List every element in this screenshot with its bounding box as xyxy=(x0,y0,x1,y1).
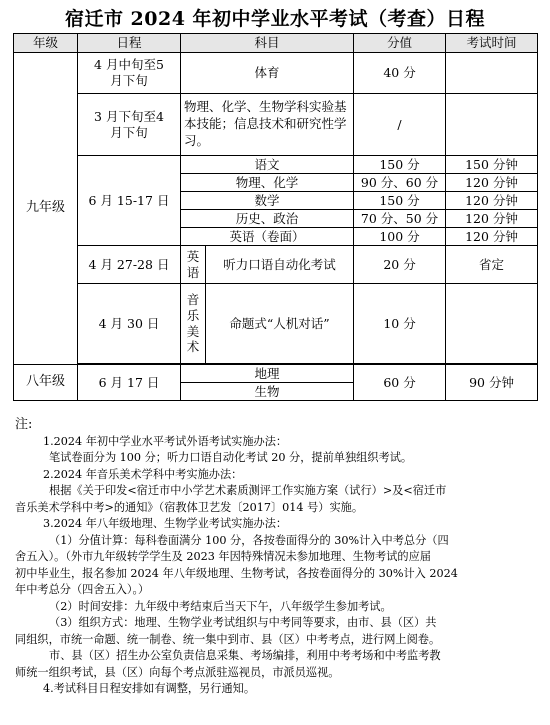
notes-label: 注: xyxy=(15,417,33,432)
note-line: 年中考总分（四舍五入）。） xyxy=(15,583,150,596)
grade-9-cell: 九年级 xyxy=(14,53,78,365)
note-line: （2）时间安排：九年级中考结束后当天下午，八年级学生参加考试。 xyxy=(49,599,392,613)
header-subject: 科目 xyxy=(181,34,354,53)
note-line: 同组织，市统一命题、统一制卷、统一集中到市、县（区）中考考点，进行网上阅卷。 xyxy=(15,632,441,646)
subject-cell: 历史、政治 xyxy=(181,210,354,228)
subject-cell: 物理、化学、生物学科实验基本技能；信息技术和研究性学习。 xyxy=(181,94,354,156)
note-line: 舍五入）。（外市九年级转学学生及 2023 年因特殊情况未参加地理、生物考试的应届 xyxy=(15,550,431,563)
time-cell xyxy=(446,53,538,94)
score-cell: 150 分 xyxy=(354,192,446,210)
note-line: 笔试卷面分为 100 分；听力口语自动化考试 20 分，提前单独组织考试。 xyxy=(49,451,413,464)
time-cell: 120 分钟 xyxy=(446,210,538,228)
time-cell xyxy=(446,94,538,156)
page-title: 宿迁市 2024 年初中学业水平考试（考查）日程 xyxy=(64,8,486,30)
score-cell: / xyxy=(354,94,446,156)
table-row xyxy=(14,156,538,174)
time-cell: 省定 xyxy=(446,246,538,284)
header-date: 日程 xyxy=(78,34,181,53)
date-cell: 3 月下旬至4 月下旬 xyxy=(78,94,181,156)
note-line: 市、县（区）招生办公室负责信息采集、考场编排，利用中考考场和中考监考教 xyxy=(49,649,441,662)
header-time: 考试时间 xyxy=(446,34,538,53)
header-grade: 年级 xyxy=(14,34,78,53)
table-row xyxy=(14,246,538,284)
table-row xyxy=(14,94,538,156)
note-line: 4.考试科目日程安排如有调整，另行通知。 xyxy=(43,682,256,695)
subject-cell: 体育 xyxy=(181,53,354,94)
note-line: 2.2024 年音乐美术学科中考实施办法： xyxy=(43,467,243,481)
table-header-row xyxy=(14,34,538,53)
category-cell: 英语 xyxy=(181,246,206,284)
subject-cell: 数学 xyxy=(181,192,354,210)
date-cell: 6 月 17 日 xyxy=(78,365,181,401)
notes-section xyxy=(15,417,535,698)
table-row xyxy=(14,284,538,364)
score-cell: 90 分、60 分 xyxy=(354,174,446,192)
note-line: 初中毕业生，报名参加 2024 年八年级地理、生物考试，各按卷面得分的 30%计入 2024 xyxy=(15,566,458,580)
note-line: 根据《关于印发<宿迁市中小学艺术素质测评工作实施方案（试行）>及<宿迁市 xyxy=(49,484,447,497)
date-cell: 6 月 15-17 日 xyxy=(78,156,181,246)
grade-8-cell: 八年级 xyxy=(14,365,78,401)
time-cell: 120 分钟 xyxy=(446,174,538,192)
time-cell: 120 分钟 xyxy=(446,228,538,246)
note-line: 师统一组织考试，县（区）向每个考点派驻巡视员，市派员巡视。 xyxy=(15,665,340,679)
subject-cell: 听力口语自动化考试 xyxy=(206,246,354,284)
score-cell: 10 分 xyxy=(354,284,446,364)
subject-cell: 语文 xyxy=(181,156,354,174)
date-cell: 4 月 30 日 xyxy=(78,284,181,364)
score-cell: 20 分 xyxy=(354,246,446,284)
time-cell: 90 分钟 xyxy=(446,365,538,401)
category-cell: 音乐美术 xyxy=(181,284,206,364)
table-row xyxy=(14,53,538,94)
subject-cell: 生物 xyxy=(181,383,354,401)
date-cell: 4 月中旬至5 月下旬 xyxy=(78,53,181,94)
time-cell: 120 分钟 xyxy=(446,192,538,210)
subject-cell: 地理 xyxy=(181,365,354,383)
score-cell: 70 分、50 分 xyxy=(354,210,446,228)
subject-cell: 英语（卷面） xyxy=(181,228,354,246)
note-line: 音乐美术学科中考>的通知》（宿教体卫艺发〔2017〕014 号）实施。 xyxy=(15,500,364,514)
schedule-table xyxy=(13,33,538,401)
note-line: 1.2024 年初中学业水平考试外语考试实施办法： xyxy=(43,434,288,448)
score-cell: 40 分 xyxy=(354,53,446,94)
date-cell: 4 月 27-28 日 xyxy=(78,246,181,284)
note-line: 3.2024 年八年级地理、生物学业考试实施办法： xyxy=(43,517,288,530)
note-line: （3）组织方式：地理、生物学业考试组织与中考同等要求，由市、县（区）共 xyxy=(49,616,437,629)
note-line: （1）分值计算：每科卷面满分 100 分，各按卷面得分的 30%计入中考总分（四 xyxy=(49,533,449,547)
time-cell xyxy=(446,284,538,364)
notes-list xyxy=(15,434,535,698)
table-row xyxy=(14,365,538,383)
score-cell: 150 分 xyxy=(354,156,446,174)
subject-cell: 物理、化学 xyxy=(181,174,354,192)
subject-cell: 命题式“人机对话” xyxy=(206,284,354,364)
header-score: 分值 xyxy=(354,34,446,53)
score-cell: 60 分 xyxy=(354,365,446,401)
time-cell: 150 分钟 xyxy=(446,156,538,174)
score-cell: 100 分 xyxy=(354,228,446,246)
